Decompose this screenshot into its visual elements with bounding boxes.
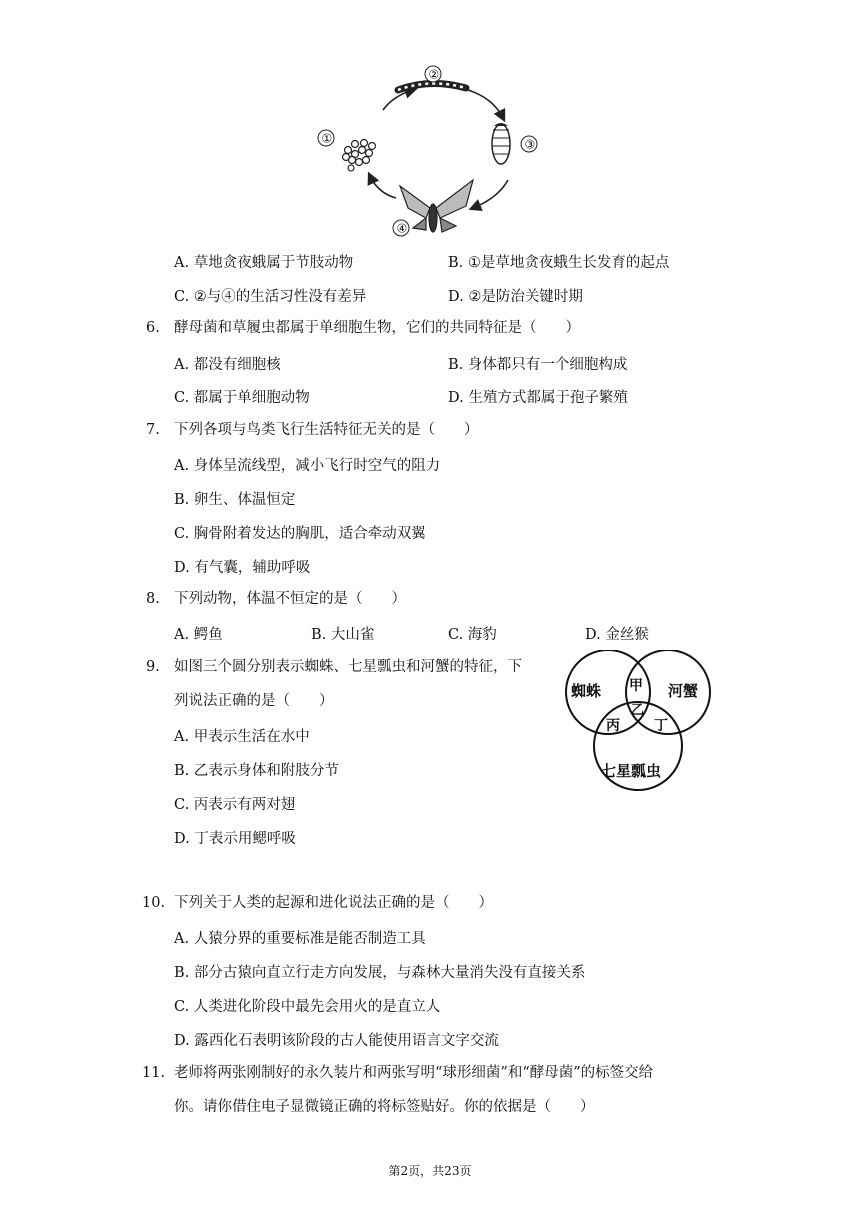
- q6-number: 6.: [146, 320, 160, 336]
- q10-option-d: D. 露西化石表明该阶段的古人能使用语言文字交流: [174, 1033, 499, 1049]
- q5-option-a: A. 草地贪夜蛾属于节肢动物: [174, 255, 354, 271]
- q8-option-a: A. 鳄鱼: [174, 627, 223, 643]
- venn-label-crab: 河蟹: [668, 682, 699, 700]
- q9-venn-diagram: [558, 650, 718, 795]
- page-footer: 第2页，共23页: [388, 1164, 472, 1178]
- q9-option-a: A. 甲表示生活在水中: [174, 729, 310, 745]
- q10-option-b: B. 部分古猿向直立行走方向发展，与森林大量消失没有直接关系: [174, 965, 586, 981]
- q11-number: 11.: [142, 1065, 166, 1081]
- q8-option-b: B. 大山雀: [311, 627, 375, 643]
- larva-icon: [398, 83, 466, 90]
- q7-number: 7.: [146, 422, 160, 438]
- q7-option-b: B. 卵生、体温恒定: [174, 492, 296, 508]
- q7-option-d: D. 有气囊，辅助呼吸: [174, 560, 311, 576]
- q11-stem-line2: 你。请你借住电子显微镜正确的将标签贴好。你的依据是（ ）: [174, 1099, 595, 1115]
- stage-label-2: ②: [428, 67, 440, 82]
- q8-stem: 下列动物，体温不恒定的是（ ）: [174, 591, 406, 607]
- pupa-icon: [492, 123, 510, 164]
- q9-option-c: C. 丙表示有两对翅: [174, 797, 296, 813]
- moth-icon: [400, 180, 473, 232]
- q7-option-c: C. 胸骨附着发达的胸肌，适合牵动双翼: [174, 526, 426, 542]
- venn-label-ladybug: 七星瓢虫: [601, 762, 662, 780]
- q9-number: 9.: [146, 659, 160, 675]
- q6-option-d: D. 生殖方式都属于孢子繁殖: [448, 390, 628, 406]
- stage-label-3: ③: [524, 137, 536, 152]
- q9-option-d: D. 丁表示用鳃呼吸: [174, 831, 296, 847]
- q6-option-c: C. 都属于单细胞动物: [174, 390, 310, 406]
- venn-region-bing: 丙: [606, 718, 620, 734]
- venn-region-jia: 甲: [629, 678, 643, 694]
- stage-label-4: ④: [396, 221, 408, 236]
- q8-option-d: D. 金丝猴: [585, 627, 649, 643]
- q10-number: 10.: [142, 895, 166, 911]
- q10-option-a: A. 人猿分界的重要标准是能否制造工具: [174, 931, 426, 947]
- moth-lifecycle-figure: [308, 58, 548, 238]
- q6-option-b: B. 身体都只有一个细胞构成: [448, 357, 628, 373]
- q9-stem-line1: 如图三个圆分别表示蜘蛛、七星瓢虫和河蟹的特征，下: [174, 659, 522, 675]
- q11-stem-line1: 老师将两张刚制好的永久装片和两张写明“球形细菌”和“酵母菌”的标签交给: [174, 1065, 654, 1081]
- q6-option-a: A. 都没有细胞核: [174, 357, 281, 373]
- q8-option-c: C. 海豹: [448, 627, 497, 643]
- q8-number: 8.: [146, 591, 160, 607]
- egg-cluster-icon: [343, 140, 376, 172]
- q10-stem: 下列关于人类的起源和进化说法正确的是（ ）: [174, 895, 493, 911]
- q7-stem: 下列各项与鸟类飞行生活特征无关的是（ ）: [174, 422, 479, 438]
- q5-option-c: C. ②与④的生活习性没有差异: [174, 289, 367, 305]
- venn-region-ding: 丁: [654, 718, 668, 734]
- q5-option-b: B. ①是草地贪夜蛾生长发育的起点: [448, 255, 670, 271]
- venn-region-yi: 乙: [631, 703, 645, 718]
- q9-option-b: B. 乙表示身体和附肢分节: [174, 763, 339, 779]
- q5-option-d: D. ②是防治关键时期: [448, 289, 583, 305]
- q7-option-a: A. 身体呈流线型，减小飞行时空气的阻力: [174, 458, 441, 474]
- venn-label-spider: 蜘蛛: [571, 682, 602, 700]
- q9-stem-line2: 列说法正确的是（ ）: [174, 693, 334, 709]
- q6-stem: 酵母菌和草履虫都属于单细胞生物，它们的共同特征是（ ）: [174, 320, 580, 336]
- q10-option-c: C. 人类进化阶段中最先会用火的是直立人: [174, 999, 441, 1015]
- stage-label-1: ①: [321, 131, 333, 146]
